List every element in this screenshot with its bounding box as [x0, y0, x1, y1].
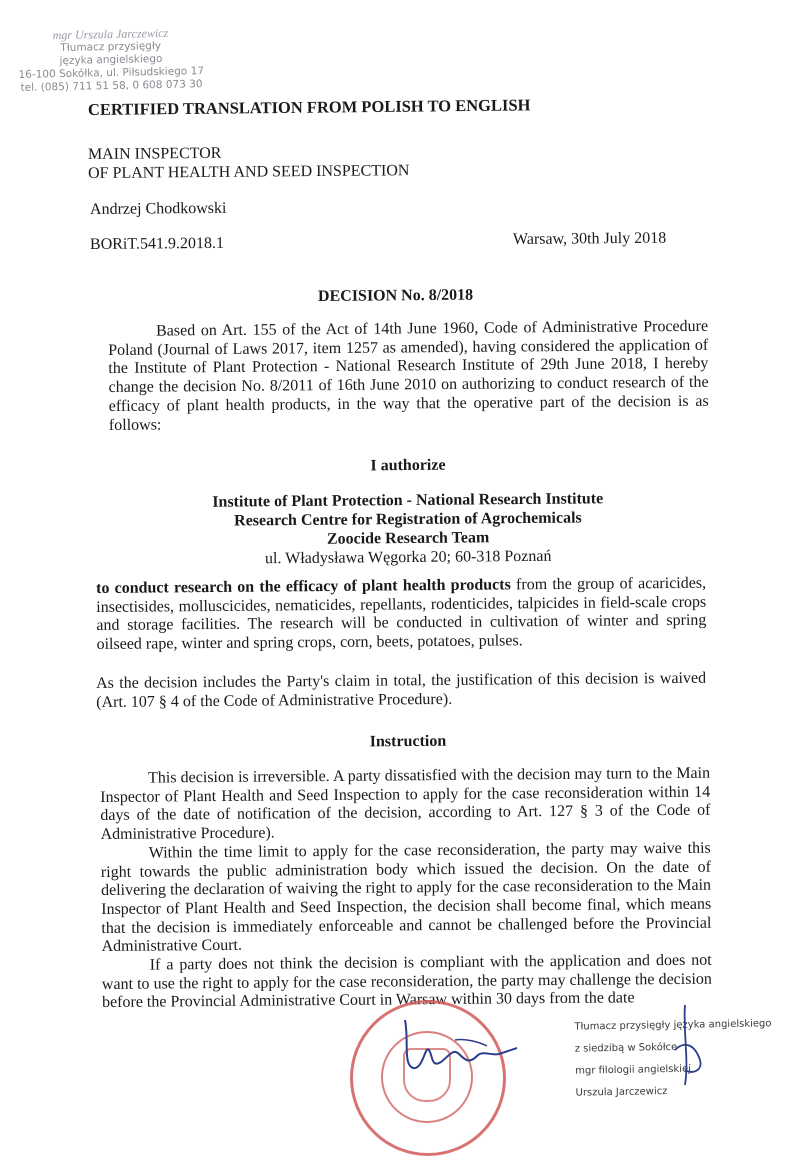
research-lead: to conduct research on the efficacy of plant health products: [96, 576, 511, 597]
justification-paragraph: As the decision includes the Party's claim in total, the justification of this decision is waived (Art. 107 § 4 of the Code of Administrative Procedure).: [96, 669, 707, 711]
office-name: [88, 142, 410, 183]
translator-stamp-line: tel. (085) 711 51 58, 0 608 073 30: [20, 78, 203, 94]
instruction-paragraph: If a party does not think the decision is compliant with the application and does not want to use the right to apply for the case reconsideration, the party may challenge the decision before the Provincial Administrative Court in Warsaw within 30 days from the date: [101, 951, 712, 1012]
signatory-name: Andrzej Chodkowski: [89, 199, 227, 218]
translator-signature-icon: [655, 1000, 715, 1090]
office-line: MAIN INSPECTOR: [87, 144, 222, 164]
institute-block: [108, 488, 709, 569]
institute-address: ul. Władysława Węgorka 20; 60-318 Poznań: [264, 547, 552, 568]
instruction-paragraph: Within the time limit to apply for the case reconsideration, the party may waive this right towards the public administration body which issued the decision. On the date of delivering the declaration of waiving the right to apply for the case reconsideration to the Main Inspector of Plant Health and Seed Inspection, the decision shall become final, which means that the decision is immediately enforceable and cannot be challenged before the Provincial Administrative Court.: [100, 839, 712, 956]
intro-paragraph: Based on Art. 155 of the Act of 14th June 1960, Code of Administrative Procedure Poland (Journal of Laws 2017, item 1257 as amended), having considered the application of the Institute of Plant Protection - National Research Institute of 29th June 2018, I hereby change the decision No. 8/2011 of 16th June 2010 on authorizing to conduct research of the efficacy of plant health products, in the way that the operative part of the decision is as follows:: [108, 317, 709, 434]
place-date: Warsaw, 30th July 2018: [512, 229, 667, 248]
translator-stamp: [15, 26, 206, 95]
cert-stamp-line: Tłumacz przysięgły języka angielskiego: [574, 1018, 772, 1033]
research-paragraph: [96, 575, 707, 655]
signature-icon: [395, 1010, 525, 1080]
cert-stamp-line: mgr filologii angielskiej: [575, 1063, 692, 1077]
translator-stamp-line: języka angielskiego: [59, 52, 163, 68]
cert-stamp-line: z siedzibą w Sokółce: [574, 1041, 678, 1055]
instruction-heading: Instruction: [369, 732, 447, 751]
research-rest: from the group of acaricides, insectisides, molluscicides, nematicides, repellants, rodenticides, talpicides in field-scale crops and storage facilities. The research will be conducted in cultivation of winter and spring oilseed rape, winter and spring crops, corn, beets, potatoes, pulses.: [96, 574, 707, 654]
translator-stamp-line: Tłumacz przysięgły: [60, 39, 162, 55]
instruction-paragraph: This decision is irreversible. A party dissatisfied with the decision may turn to the Main Inspector of Plant Health and Seed Inspection to apply for the case reconsideration within 14 days of the date of notification of the decision, according to Art. 127 § 3 of the Code of Administrative Procedure).: [100, 764, 711, 844]
certified-heading: CERTIFIED TRANSLATION FROM POLISH TO ENGLISH: [87, 95, 531, 119]
reference-number: BORiT.541.9.2018.1: [89, 234, 225, 253]
translator-stamp-line: 16-100 Sokółka, ul. Piłsudskiego 17: [18, 65, 205, 81]
institute-line: Research Centre for Registration of Agrochemicals: [234, 509, 582, 530]
office-line: OF PLANT HEALTH AND SEED INSPECTION: [88, 162, 410, 182]
decision-title: DECISION No. 8/2018: [317, 286, 474, 305]
instruction-block: [100, 765, 712, 1013]
institute-line: Zoocide Research Team: [326, 529, 490, 548]
institute-line: Institute of Plant Protection - National Research Institute: [212, 490, 604, 511]
cert-stamp-line: Urszula Jarczewicz: [575, 1086, 668, 1099]
translator-stamp-name: mgr Urszula Jarczewicz: [52, 25, 169, 43]
authorize-heading: I authorize: [370, 456, 446, 475]
